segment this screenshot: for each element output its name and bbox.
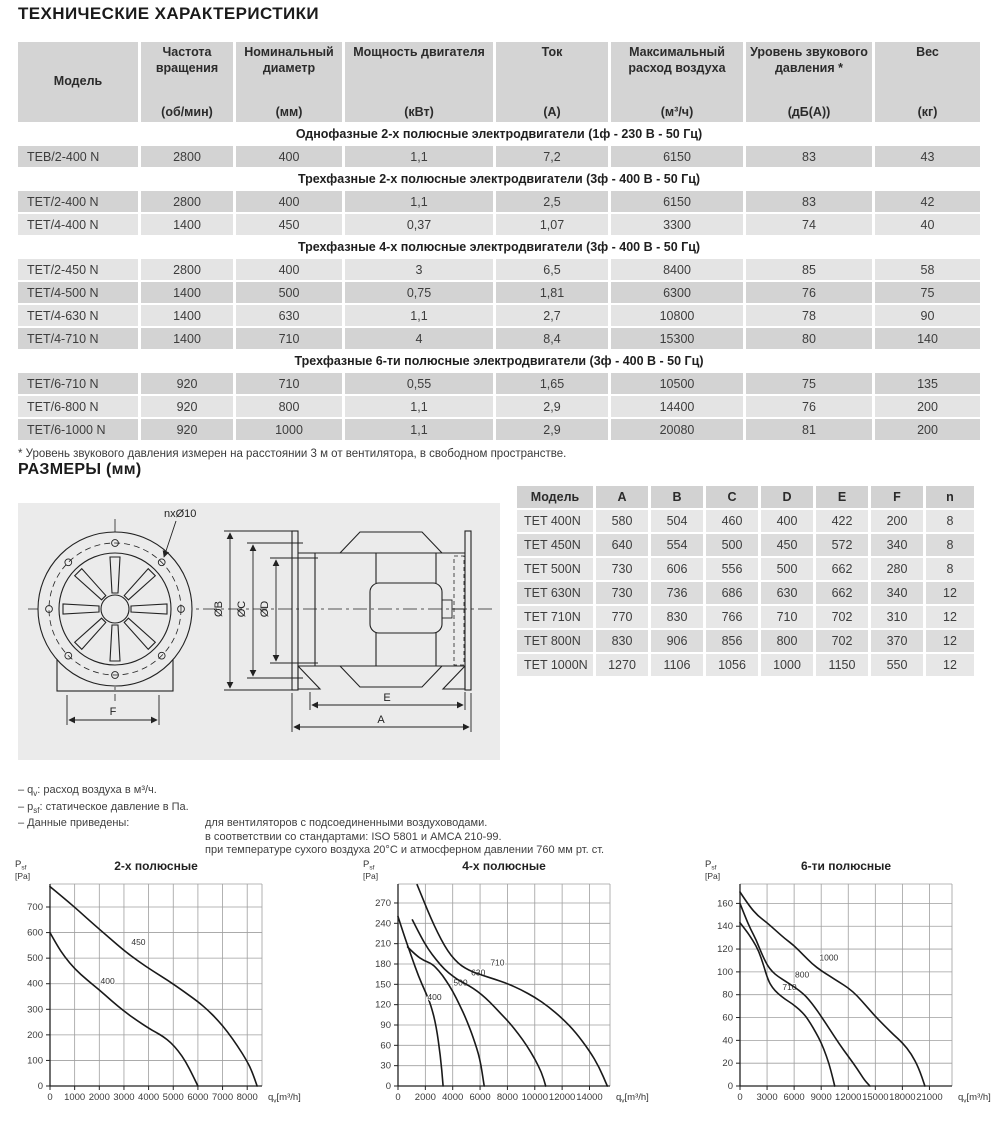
spec-value-cell: 3: [345, 259, 493, 280]
drawing-label-dia-b: ØB: [213, 601, 225, 617]
spec-value-cell: 1,1: [345, 305, 493, 326]
dims-value-cell: 12: [926, 630, 974, 652]
note-qv: – $q_v$: расход воздуха в м³/ч.: [18, 784, 157, 799]
spec-value-cell: 0,37: [345, 214, 493, 235]
dims-col-header: A: [596, 486, 648, 508]
dims-col-header: C: [706, 486, 758, 508]
dims-value-cell: 800: [761, 630, 813, 652]
dims-value-cell: 200: [871, 510, 923, 532]
dims-value-cell: 12: [926, 582, 974, 604]
fan-side-view: [292, 531, 471, 690]
dims-model-cell: TET 450N: [517, 534, 593, 556]
dims-value-cell: 450: [761, 534, 813, 556]
svg-text:140: 140: [717, 921, 733, 933]
dims-row: [517, 654, 974, 676]
spec-value-cell: 1,1: [345, 396, 493, 417]
spec-value-cell: 0,55: [345, 373, 493, 394]
dims-row: [517, 558, 974, 580]
spec-value-cell: 1000: [236, 419, 342, 440]
svg-text:15000: 15000: [862, 1092, 889, 1103]
dims-value-cell: 580: [596, 510, 648, 532]
spec-value-cell: 2800: [141, 146, 233, 167]
dims-value-cell: 500: [761, 558, 813, 580]
page-title: ТЕХНИЧЕСКИЕ ХАРАКТЕРИСТИКИ: [18, 4, 320, 23]
svg-text:60: 60: [722, 1012, 733, 1024]
dims-value-cell: 702: [816, 630, 868, 652]
dims-value-cell: 340: [871, 534, 923, 556]
svg-text:0: 0: [37, 1081, 43, 1092]
svg-text:160: 160: [717, 898, 733, 910]
spec-value-cell: 4: [345, 328, 493, 349]
chart-2pole: [10, 854, 310, 1126]
curve-label-710: 710: [782, 982, 797, 993]
chart-title: 2-х полюсные: [114, 859, 198, 873]
dims-value-cell: 770: [596, 606, 648, 628]
spec-model-cell: TET/6-800 N: [18, 396, 138, 417]
svg-text:12000: 12000: [548, 1092, 576, 1103]
spec-value-cell: 3300: [611, 214, 743, 235]
spec-model-cell: TET/6-1000 N: [18, 419, 138, 440]
spec-value-cell: 1400: [141, 282, 233, 303]
curve-label-800: 800: [795, 969, 810, 980]
drawing-label-dia-d: ØD: [259, 600, 271, 618]
chart-y-axis-label: $P_{sf}$: [363, 859, 375, 872]
note-conditions: – Данные приведены: для вентиляторов с подсоединенными воздуховодами. в соответствии со стандартами: ISO 5801 и AMCA 210-99. при температуре сухого воздуха 20°С и атмосферном давлении 760 мм рт. ст.: [18, 817, 605, 857]
svg-text:4000: 4000: [138, 1092, 160, 1103]
spec-value-cell: 400: [236, 191, 342, 212]
dims-value-cell: 1150: [816, 654, 868, 676]
svg-text:40: 40: [722, 1035, 733, 1047]
spec-value-cell: 1,1: [345, 146, 493, 167]
spec-col-header: Частота вращения (об/мин): [141, 42, 233, 122]
spec-value-cell: 42: [875, 191, 980, 212]
spec-value-cell: 920: [141, 419, 233, 440]
dims-value-cell: 702: [816, 606, 868, 628]
spec-value-cell: 6,5: [496, 259, 608, 280]
dimensions-table: [514, 484, 977, 678]
spec-value-cell: 75: [746, 373, 872, 394]
svg-text:9000: 9000: [810, 1092, 832, 1103]
svg-text:270: 270: [375, 897, 391, 909]
spec-model-cell: TET/2-400 N: [18, 191, 138, 212]
dims-value-cell: 856: [706, 630, 758, 652]
spec-col-header: Мощность двигателя (кВт): [345, 42, 493, 122]
chart-svg: [700, 854, 1000, 1126]
notes-block: [18, 784, 604, 858]
dims-value-cell: 1056: [706, 654, 758, 676]
spec-col-header: Номинальный диаметр (мм): [236, 42, 342, 122]
spec-section-title: Однофазные 2-х полюсные электродвигатели (1ф - 230 В - 50 Гц): [18, 124, 980, 144]
spec-row: [18, 259, 980, 280]
svg-text:4000: 4000: [442, 1092, 464, 1103]
spec-model-cell: TEB/2-400 N: [18, 146, 138, 167]
curve-label-400: 400: [427, 991, 442, 1002]
spec-col-header: Модель: [18, 42, 138, 122]
svg-text:1000: 1000: [64, 1092, 86, 1103]
chart-axes: [46, 884, 262, 1090]
fan-technical-drawing: [18, 503, 500, 760]
dims-model-cell: TET 500N: [517, 558, 593, 580]
svg-text:400: 400: [27, 978, 43, 990]
chart-title: 4-х полюсные: [462, 859, 546, 873]
spec-value-cell: 1,65: [496, 373, 608, 394]
spec-row: [18, 305, 980, 326]
svg-text:120: 120: [375, 999, 391, 1011]
svg-text:0: 0: [47, 1092, 53, 1103]
chart-x-axis-label: $q_v[m^3/h]$: [268, 1092, 301, 1105]
dims-value-cell: 906: [651, 630, 703, 652]
spec-value-cell: 450: [236, 214, 342, 235]
svg-text:3000: 3000: [756, 1092, 778, 1103]
dims-value-cell: 8: [926, 558, 974, 580]
dims-model-cell: TET 630N: [517, 582, 593, 604]
dims-value-cell: 460: [706, 510, 758, 532]
drawing-label-a: A: [377, 714, 385, 726]
spec-value-cell: 710: [236, 373, 342, 394]
spec-section-title: Трехфазные 2-х полюсные электродвигатели (3ф - 400 В - 50 Гц): [18, 169, 980, 189]
dims-value-cell: 640: [596, 534, 648, 556]
svg-text:210: 210: [375, 938, 391, 950]
svg-text:0: 0: [727, 1081, 733, 1092]
chart-svg: [10, 854, 310, 1126]
svg-text:5000: 5000: [162, 1092, 184, 1103]
curve-label-450: 450: [131, 936, 146, 947]
svg-text:2000: 2000: [88, 1092, 110, 1103]
spec-value-cell: 1400: [141, 305, 233, 326]
spec-row: [18, 146, 980, 167]
svg-text:100: 100: [27, 1055, 43, 1067]
chart-y-axis-unit: [Pa]: [705, 871, 721, 881]
curve-710: [417, 885, 607, 1086]
chart-y-axis-unit: [Pa]: [15, 871, 31, 881]
spec-value-cell: 200: [875, 396, 980, 417]
dims-value-cell: 422: [816, 510, 868, 532]
spec-value-cell: 2800: [141, 191, 233, 212]
spec-value-cell: 400: [236, 259, 342, 280]
spec-value-cell: 2800: [141, 259, 233, 280]
spec-value-cell: 400: [236, 146, 342, 167]
spec-value-cell: 200: [875, 419, 980, 440]
dims-value-cell: 830: [596, 630, 648, 652]
spec-value-cell: 1,1: [345, 419, 493, 440]
spec-value-cell: 14400: [611, 396, 743, 417]
chart-svg: [358, 854, 658, 1126]
svg-text:7000: 7000: [211, 1092, 234, 1103]
dims-value-cell: 554: [651, 534, 703, 556]
svg-text:150: 150: [375, 979, 391, 991]
svg-text:20: 20: [722, 1058, 733, 1070]
spec-value-cell: 2,9: [496, 419, 608, 440]
dims-value-cell: 686: [706, 582, 758, 604]
spec-value-cell: 920: [141, 373, 233, 394]
chart-x-axis-label: $q_v[m^3/h]$: [958, 1092, 991, 1105]
dims-value-cell: 550: [871, 654, 923, 676]
dims-value-cell: 12: [926, 606, 974, 628]
fan-flange-circle: [38, 532, 192, 686]
svg-text:18000: 18000: [889, 1092, 916, 1103]
spec-value-cell: 7,2: [496, 146, 608, 167]
chart-title: 6-ти полюсные: [800, 859, 892, 873]
spec-row: [18, 328, 980, 349]
svg-text:30: 30: [380, 1060, 391, 1072]
chart-y-axis-unit: [Pa]: [363, 871, 379, 881]
spec-value-cell: 15300: [611, 328, 743, 349]
svg-text:600: 600: [27, 927, 43, 939]
svg-text:8000: 8000: [496, 1092, 518, 1103]
chart-axes: [736, 884, 952, 1090]
svg-text:10000: 10000: [521, 1092, 548, 1103]
dims-row: [517, 582, 974, 604]
curve-710: [740, 923, 835, 1086]
spec-value-cell: 2,9: [496, 396, 608, 417]
chart-grid: [740, 884, 952, 1086]
curve-630: [412, 920, 545, 1086]
spec-value-cell: 1400: [141, 328, 233, 349]
spec-row: [18, 396, 980, 417]
svg-text:0: 0: [385, 1081, 391, 1092]
curve-label-400: 400: [100, 976, 115, 987]
dims-col-header: F: [871, 486, 923, 508]
dims-col-header: B: [651, 486, 703, 508]
dims-value-cell: 830: [651, 606, 703, 628]
spec-value-cell: 500: [236, 282, 342, 303]
spec-value-cell: 140: [875, 328, 980, 349]
chart-6pole: [700, 854, 1000, 1126]
spec-value-cell: 75: [875, 282, 980, 303]
svg-text:21000: 21000: [916, 1092, 943, 1103]
spec-value-cell: 78: [746, 305, 872, 326]
spec-model-cell: TET/4-630 N: [18, 305, 138, 326]
dims-model-cell: TET 710N: [517, 606, 593, 628]
dims-value-cell: 1270: [596, 654, 648, 676]
spec-value-cell: 40: [875, 214, 980, 235]
dims-value-cell: 556: [706, 558, 758, 580]
svg-text:2000: 2000: [414, 1092, 436, 1103]
spec-value-cell: 80: [746, 328, 872, 349]
dims-value-cell: 606: [651, 558, 703, 580]
spec-value-cell: 10500: [611, 373, 743, 394]
chart-y-axis-label: $P_{sf}$: [705, 859, 717, 872]
svg-text:80: 80: [722, 989, 733, 1001]
dims-value-cell: 8: [926, 510, 974, 532]
spec-value-cell: 76: [746, 396, 872, 417]
dims-value-cell: 1106: [651, 654, 703, 676]
svg-text:0: 0: [395, 1092, 401, 1103]
dims-value-cell: 12: [926, 654, 974, 676]
dims-value-cell: 370: [871, 630, 923, 652]
spec-value-cell: 710: [236, 328, 342, 349]
svg-text:6000: 6000: [469, 1092, 491, 1103]
note-psf: – $p_{sf}$: статическое давление в Па.: [18, 800, 189, 815]
spec-value-cell: 2,7: [496, 305, 608, 326]
spec-section-title: Трехфазные 4-х полюсные электродвигатели (3ф - 400 В - 50 Гц): [18, 237, 980, 257]
dims-row: [517, 630, 974, 652]
dimensions-heading: РАЗМЕРЫ (мм): [18, 461, 142, 478]
spec-value-cell: 10800: [611, 305, 743, 326]
dims-value-cell: 400: [761, 510, 813, 532]
svg-text:0: 0: [737, 1092, 743, 1103]
spec-value-cell: 6150: [611, 146, 743, 167]
dims-col-header: E: [816, 486, 868, 508]
svg-text:8000: 8000: [236, 1092, 258, 1103]
dims-col-header: Модель: [517, 486, 593, 508]
spec-value-cell: 58: [875, 259, 980, 280]
chart-axes: [394, 884, 610, 1090]
spec-value-cell: 74: [746, 214, 872, 235]
spec-row: [18, 214, 980, 235]
svg-text:240: 240: [375, 918, 391, 930]
spec-value-cell: 920: [141, 396, 233, 417]
dims-row: [517, 606, 974, 628]
dims-row: [517, 534, 974, 556]
spec-value-cell: 1,1: [345, 191, 493, 212]
spec-value-cell: 76: [746, 282, 872, 303]
spec-value-cell: 1,07: [496, 214, 608, 235]
drawing-label-holes: nxØ10: [164, 508, 197, 520]
dims-value-cell: 662: [816, 558, 868, 580]
chart-tick-labels: [27, 902, 258, 1103]
spec-value-cell: 20080: [611, 419, 743, 440]
dims-value-cell: 766: [706, 606, 758, 628]
svg-text:500: 500: [27, 953, 43, 965]
spec-col-header: Максимальный расход воздуха (м³/ч): [611, 42, 743, 122]
spec-value-cell: 630: [236, 305, 342, 326]
spec-value-cell: 6150: [611, 191, 743, 212]
spec-row: [18, 191, 980, 212]
spec-model-cell: TET/4-710 N: [18, 328, 138, 349]
spec-value-cell: 1,81: [496, 282, 608, 303]
dims-value-cell: 730: [596, 582, 648, 604]
dims-model-cell: TET 800N: [517, 630, 593, 652]
curve-label-500: 500: [453, 977, 468, 988]
spec-col-header: Вес (кг): [875, 42, 980, 122]
dims-model-cell: TET 1000N: [517, 654, 593, 676]
spec-section-title: Трехфазные 6-ти полюсные электродвигатели (3ф - 400 В - 50 Гц): [18, 351, 980, 371]
spec-footnote: * Уровень звукового давления измерен на расстоянии 3 м от вентилятора, в свободном пространстве.: [18, 448, 567, 460]
spec-value-cell: 1400: [141, 214, 233, 235]
fan-drawing-svg: [18, 503, 500, 760]
dims-value-cell: 630: [761, 582, 813, 604]
chart-4pole: [358, 854, 658, 1126]
dims-row: [517, 510, 974, 532]
curve-450: [50, 887, 257, 1086]
svg-text:12000: 12000: [835, 1092, 862, 1103]
svg-text:700: 700: [27, 902, 43, 914]
svg-text:200: 200: [27, 1029, 43, 1041]
spec-row: [18, 282, 980, 303]
dims-value-cell: 504: [651, 510, 703, 532]
svg-text:14000: 14000: [576, 1092, 603, 1103]
spec-value-cell: 6300: [611, 282, 743, 303]
dims-value-cell: 8: [926, 534, 974, 556]
chart-x-axis-label: $q_v[m^3/h]$: [616, 1092, 649, 1105]
svg-text:60: 60: [380, 1040, 391, 1052]
dims-value-cell: 1000: [761, 654, 813, 676]
spec-table: [15, 40, 983, 442]
spec-model-cell: TET/6-710 N: [18, 373, 138, 394]
dims-value-cell: 280: [871, 558, 923, 580]
spec-col-header: Ток (А): [496, 42, 608, 122]
spec-value-cell: 85: [746, 259, 872, 280]
spec-col-header: Уровень звукового давления * (дБ(А)): [746, 42, 872, 122]
spec-model-cell: TET/4-500 N: [18, 282, 138, 303]
curve-label-1000: 1000: [819, 952, 839, 963]
spec-value-cell: 800: [236, 396, 342, 417]
spec-row: [18, 373, 980, 394]
spec-value-cell: 2,5: [496, 191, 608, 212]
svg-text:90: 90: [380, 1019, 391, 1031]
spec-value-cell: 90: [875, 305, 980, 326]
svg-text:6000: 6000: [187, 1092, 209, 1103]
drawing-label-f: F: [109, 706, 117, 718]
dims-value-cell: 310: [871, 606, 923, 628]
svg-text:120: 120: [717, 944, 733, 956]
dims-value-cell: 730: [596, 558, 648, 580]
svg-text:100: 100: [717, 966, 733, 978]
svg-text:300: 300: [27, 1004, 43, 1016]
spec-value-cell: 8,4: [496, 328, 608, 349]
spec-value-cell: 83: [746, 146, 872, 167]
dims-value-cell: 572: [816, 534, 868, 556]
curve-1000: [740, 892, 925, 1086]
dims-value-cell: 340: [871, 582, 923, 604]
spec-value-cell: 83: [746, 191, 872, 212]
dims-value-cell: 710: [761, 606, 813, 628]
curve-label-710: 710: [490, 957, 505, 968]
spec-model-cell: TET/4-400 N: [18, 214, 138, 235]
spec-value-cell: 135: [875, 373, 980, 394]
drawing-label-e: E: [383, 692, 391, 704]
svg-text:180: 180: [375, 958, 391, 970]
spec-value-cell: 8400: [611, 259, 743, 280]
svg-text:3000: 3000: [113, 1092, 135, 1103]
chart-y-axis-label: $P_{sf}$: [15, 859, 27, 872]
dims-col-header: D: [761, 486, 813, 508]
drawing-label-dia-c: ØC: [236, 600, 248, 618]
dims-value-cell: 736: [651, 582, 703, 604]
dims-value-cell: 662: [816, 582, 868, 604]
curve-label-630: 630: [471, 967, 486, 978]
spec-row: [18, 419, 980, 440]
svg-text:6000: 6000: [783, 1092, 805, 1103]
spec-value-cell: 81: [746, 419, 872, 440]
dims-col-header: n: [926, 486, 974, 508]
dims-model-cell: TET 400N: [517, 510, 593, 532]
spec-value-cell: 43: [875, 146, 980, 167]
spec-value-cell: 0,75: [345, 282, 493, 303]
holes-leader-line: [164, 521, 176, 557]
dims-value-cell: 500: [706, 534, 758, 556]
spec-model-cell: TET/2-450 N: [18, 259, 138, 280]
